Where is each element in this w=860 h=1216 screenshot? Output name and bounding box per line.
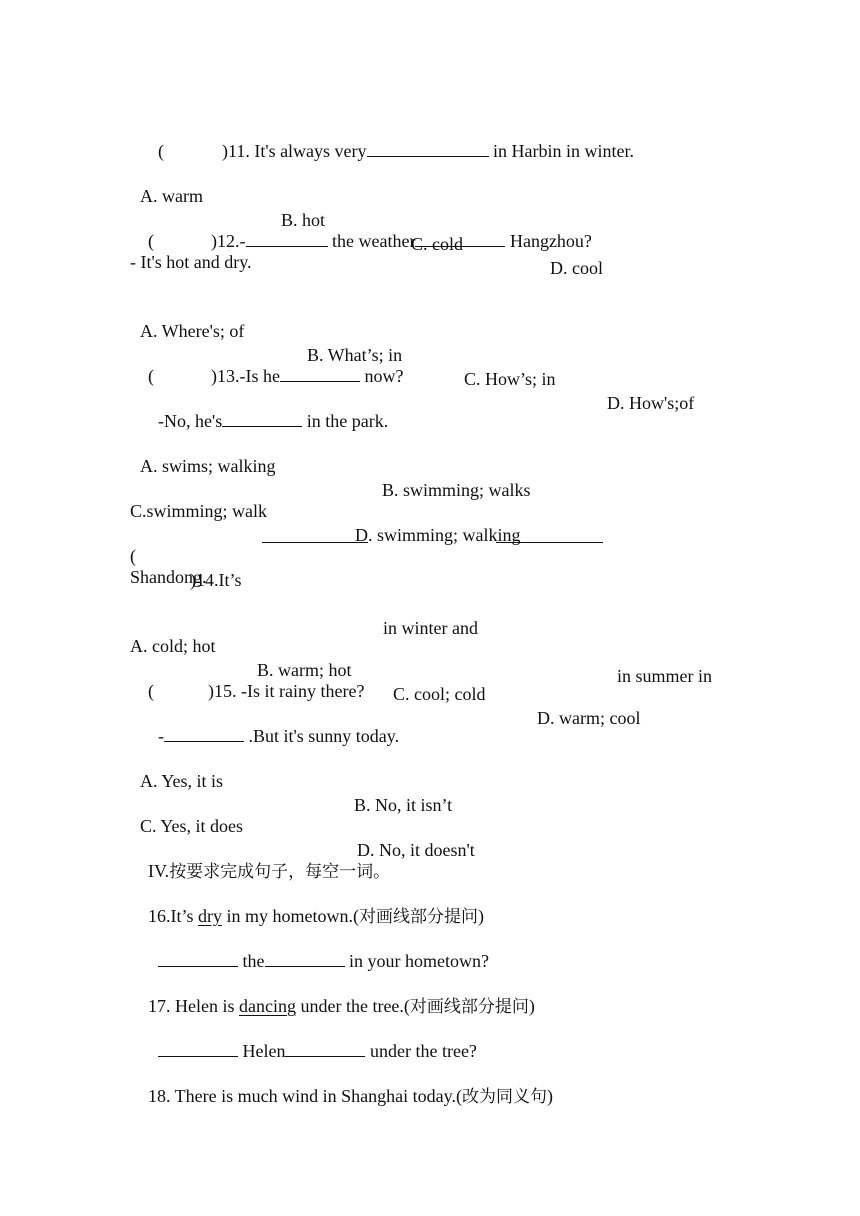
- q13-reply-line: [140, 385, 389, 431]
- q15-stem: )15. -Is it rainy there?: [208, 681, 365, 701]
- q11-blank[interactable]: [367, 140, 489, 157]
- q13-blank-1[interactable]: [280, 365, 360, 382]
- q17-paren-close: ): [528, 996, 535, 1016]
- q17-answer-line: [140, 1015, 477, 1061]
- q14-stem-end: in summer in: [617, 666, 712, 686]
- q12-option-c: C. How’s; in: [464, 369, 556, 389]
- q16-answer-line: [140, 925, 489, 971]
- q12-stem-end: Hangzhou?: [505, 231, 592, 251]
- q12-option-b: B. What’s; in: [307, 345, 403, 365]
- q12-answer-line: - It's hot and dry.: [130, 252, 252, 272]
- q14-option-a: A. cold; hot: [130, 636, 216, 656]
- q14-blank-1[interactable]: [262, 526, 368, 543]
- q13-stem-end: now?: [359, 366, 404, 386]
- answer-paren-open: (: [130, 546, 136, 566]
- q17-text: 17. Helen is: [148, 996, 239, 1016]
- q18-paren-close: ): [546, 1086, 553, 1106]
- q16-answer-mid: the: [238, 951, 265, 971]
- q13-options-row-2: [0, 475, 860, 545]
- q15-reply-dash: -: [158, 726, 164, 746]
- q13-stem: )13.-Is he: [211, 366, 280, 386]
- q18-instruction: 改为同义句: [461, 1087, 547, 1107]
- answer-paren-open: (: [158, 141, 164, 161]
- q12-stem-mid: the weather: [327, 231, 416, 251]
- q17-instruction: 对画线部分提问: [409, 997, 529, 1017]
- q12-option-a: A. Where's; of: [140, 321, 245, 341]
- q14-stem: )14.It’s: [190, 570, 242, 590]
- q14-blank-2[interactable]: [496, 526, 603, 543]
- answer-paren-open: (: [148, 681, 154, 701]
- q16-text: 16.It’s: [148, 906, 199, 926]
- question-18: [130, 1060, 553, 1107]
- q17-blank-2[interactable]: [285, 1040, 365, 1057]
- q18-text: 18. There is much wind in Shanghai today.(: [148, 1086, 462, 1106]
- q11-stem-end: in Harbin in winter.: [488, 141, 635, 161]
- q11-option-d: D. cool: [550, 258, 603, 278]
- q12-stem: )12.-: [211, 231, 246, 251]
- q15-reply-end: .But it's sunny today.: [244, 726, 400, 746]
- q17-blank-1[interactable]: [158, 1040, 238, 1057]
- question-17: [130, 970, 535, 1017]
- q11-option-c: C. cold: [411, 234, 463, 254]
- q13-option-b: B. swimming; walks: [382, 480, 531, 500]
- q16-paren-close: ): [478, 906, 485, 926]
- q15-option-b: B. No, it isn’t: [354, 795, 453, 815]
- q15-options-row-2: [0, 790, 860, 860]
- q17-answer-mid: Helen: [238, 1041, 286, 1061]
- q17-answer-end: under the tree?: [365, 1041, 477, 1061]
- q15-options-row-1: [0, 745, 860, 815]
- q13-option-c: C.swimming; walk: [130, 501, 268, 521]
- question-13: [130, 340, 404, 386]
- q15-option-c: C. Yes, it does: [140, 816, 244, 836]
- question-11: [140, 115, 635, 161]
- q16-answer-end: in your hometown?: [344, 951, 489, 971]
- q16-blank-1[interactable]: [158, 950, 238, 967]
- q14-option-c: C. cool; cold: [393, 684, 486, 704]
- q15-option-a: A. Yes, it is: [140, 771, 224, 791]
- q16-text-mid: in my hometown.(: [222, 906, 360, 926]
- q11-stem: )11. It's always very: [222, 141, 367, 161]
- q16-underlined-word: dry: [198, 906, 223, 926]
- section-iv-number: IV.: [148, 861, 170, 881]
- q12-blank-1[interactable]: [246, 230, 328, 247]
- q15-reply-line: [140, 700, 400, 746]
- section-iv-heading: [130, 835, 391, 882]
- q13-reply: -No, he's: [158, 411, 223, 431]
- q13-blank-2[interactable]: [222, 410, 302, 427]
- q15-option-d: D. No, it doesn't: [357, 840, 475, 860]
- q12-option-d: D. How's;of: [607, 393, 695, 413]
- q16-instruction: 对画线部分提问: [359, 907, 479, 927]
- q13-option-d: D. swimming; walking: [355, 525, 521, 545]
- q17-text-mid: under the tree.(: [295, 996, 410, 1016]
- answer-paren-open: (: [148, 366, 154, 386]
- q14-stem-wrap: Shandong.: [130, 567, 207, 587]
- question-16: [130, 880, 485, 927]
- q14-stem-mid: in winter and: [383, 618, 478, 638]
- q14-option-b: B. warm; hot: [257, 660, 352, 680]
- section-iv-title: 按要求完成句子，每空一词。: [169, 862, 391, 882]
- q13-reply-end: in the park.: [302, 411, 389, 431]
- q17-underlined-word: dancing: [238, 996, 296, 1016]
- q13-options-row-1: [0, 430, 860, 500]
- q11-option-b: B. hot: [281, 210, 326, 230]
- q14-option-d: D. warm; cool: [537, 708, 641, 728]
- question-15: [130, 655, 365, 701]
- q13-option-a: A. swims; walking: [140, 456, 276, 476]
- q11-option-a: A. warm: [140, 186, 203, 206]
- q15-blank[interactable]: [164, 725, 244, 742]
- q12-blank-2[interactable]: [415, 230, 505, 247]
- q16-blank-2[interactable]: [265, 950, 345, 967]
- answer-paren-open: (: [148, 231, 154, 251]
